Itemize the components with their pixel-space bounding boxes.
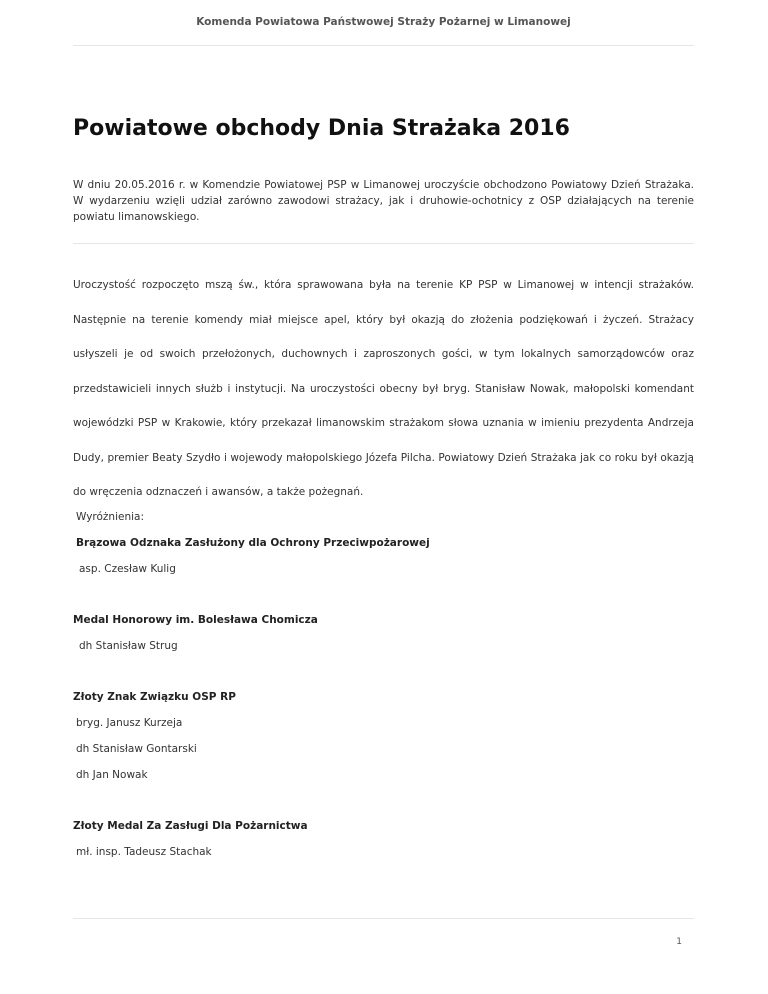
- award-recipient: asp. Czesław Kulig: [79, 563, 176, 575]
- page-number: 1: [676, 937, 682, 947]
- document-page: [73, 0, 694, 994]
- article-title: Powiatowe obchody Dnia Strażaka 2016: [73, 116, 570, 141]
- footer-divider: [73, 918, 694, 919]
- header-divider: [73, 45, 694, 46]
- award-recipient: dh Jan Nowak: [76, 769, 148, 781]
- award-group-title: Medal Honorowy im. Bolesława Chomicza: [73, 614, 318, 626]
- award-group-title: Złoty Znak Związku OSP RP: [73, 691, 236, 703]
- header-title: Komenda Powiatowa Państwowej Straży Pożarnej w Limanowej: [196, 16, 571, 28]
- award-recipient: dh Stanisław Strug: [79, 640, 178, 652]
- award-recipient: dh Stanisław Gontarski: [76, 743, 197, 755]
- award-recipient: bryg. Janusz Kurzeja: [76, 717, 183, 729]
- awards-heading: Wyróżnienia:: [76, 511, 145, 523]
- award-group-title: Brązowa Odznaka Zasłużony dla Ochrony Przeciwpożarowej: [76, 537, 430, 549]
- article-body: Uroczystość rozpoczęto mszą św., która sprawowana była na terenie KP PSP w Limanowej w intencji strażaków. Następnie na terenie komendy miał miejsce apel, który był okazją do złożenia podziękowań i życzeń. Strażacy usłyszeli je od swoich przełożonych, duchownych i zaproszonych gości, w tym lokalnych samorządowców oraz przedstawicieli innych służb i instytucji. Na uroczystości obecny był bryg. Stanisław Nowak, małopolski komendant wojewódzki PSP w Krakowie, który przekazał limanowskim strażakom słowa uznania w imieniu prezydenta Andrzeja Dudy, premier Beaty Szydło i wojewody małopolskiego Józefa Pilcha. Powiatowy Dzień Strażaka jak co roku był okazją do wręczenia odznaczeń i awansów, a także pożegnań.: [73, 279, 694, 498]
- award-recipient: mł. insp. Tadeusz Stachak: [76, 846, 212, 858]
- award-group-title: Złoty Medal Za Zasługi Dla Pożarnictwa: [73, 820, 308, 832]
- intro-divider: [73, 243, 694, 244]
- article-intro: W dniu 20.05.2016 r. w Komendzie Powiatowej PSP w Limanowej uroczyście obchodzono Powiatowy Dzień Strażaka. W wydarzeniu wzięli udział zarówno zawodowi strażacy, jak i druhowie-ochotnicy z OSP działających na terenie powiatu limanowskiego.: [73, 179, 694, 223]
